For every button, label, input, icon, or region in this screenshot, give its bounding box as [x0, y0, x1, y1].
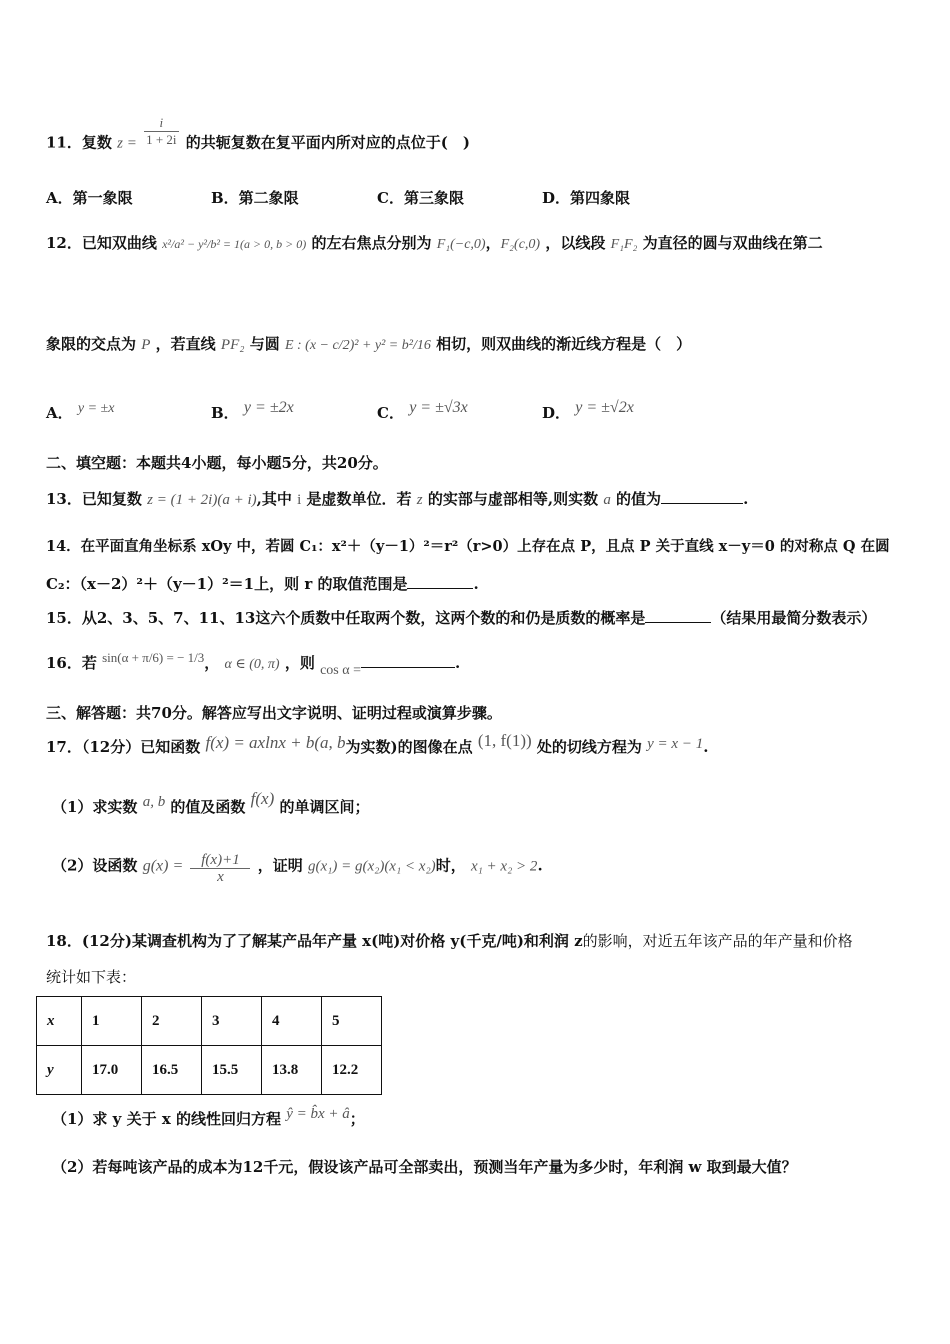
q17-stem	[46, 731, 709, 757]
q12-option-d	[542, 399, 634, 423]
table-cell: 12.2	[322, 1046, 382, 1095]
q13-text1: ,其中	[256, 490, 292, 508]
q12-curve: x²/a² − y²/b² = 1(a > 0, b > 0)	[162, 237, 307, 251]
q11-number: 11．复数	[46, 133, 112, 152]
q17-part2-fraction	[190, 852, 250, 885]
q12-text4: 象限的交点为	[46, 335, 137, 353]
q17-part2-end: .	[537, 856, 543, 875]
q17-part1	[52, 789, 370, 817]
q18-part2: （2）若每吨该产品的成本为12千元，假设该产品可全部卖出，预测当年产量为多少时，年利润 w 取到最大值？	[52, 1158, 797, 1176]
q11-fraction	[144, 115, 178, 148]
q12-line-pf2: PF₂	[220, 337, 245, 353]
q16-ask: cos α =	[320, 663, 361, 678]
table-cell: x	[37, 997, 82, 1046]
q12-option-d-label: D．	[542, 404, 571, 422]
table-cell: 1	[82, 997, 142, 1046]
q17-part2-text2: ，证明	[257, 856, 303, 875]
q11-stem	[46, 115, 470, 160]
table-cell: 2	[142, 997, 202, 1046]
q16-number: 16．若	[46, 654, 97, 672]
q18-part1	[52, 1108, 365, 1129]
q12-text1: 的左右焦点分别为	[311, 234, 432, 252]
q18-line2: 统计如下表：	[46, 968, 137, 986]
q17-tangent: y = x − 1	[647, 736, 704, 752]
q18-line1-bold: 18．(12分)某调查机构为了了解某产品年产量 x(吨)对价格 y(千克/吨)和利润 z	[46, 932, 583, 950]
q12-option-a-label: A．	[46, 404, 73, 422]
q12-f1: F₁(−c,0)	[436, 237, 486, 252]
q16-condition-alpha: α ∈ (0, π)	[224, 657, 280, 672]
q16-condition-sin: sin(α + π/6) = − 1/3	[102, 650, 205, 665]
table-row	[37, 997, 382, 1046]
q12-segment: F₁F₂	[610, 237, 638, 252]
q17-part1-ab: a, b	[142, 794, 166, 810]
q16-comma: ，	[204, 654, 220, 672]
q13-z: z	[416, 492, 423, 508]
q11-option-c: C．第三象限	[377, 189, 464, 207]
q17-part2-result: x₁ + x₂ > 2	[470, 858, 538, 875]
q18-part1-end: ；	[349, 1110, 365, 1128]
q13-text2: 是虚数单位．若	[306, 490, 412, 508]
q17-end: .	[703, 738, 709, 756]
q17-number: 17．（12分）已知函数	[46, 738, 201, 756]
q18-data-table	[36, 996, 382, 1095]
section-3-heading: 三、解答题：共70分。解答应写出文字说明、证明过程或演算步骤。	[46, 704, 502, 722]
q12-option-a	[46, 402, 114, 423]
q17-text2: 处的切线方程为	[536, 738, 642, 756]
q12-line1	[46, 232, 823, 253]
q17-part1-text2: 的值及函数	[170, 798, 246, 816]
q13-a: a	[603, 492, 611, 508]
table-cell: 13.8	[262, 1046, 322, 1095]
q12-text5: ，若直线	[155, 335, 216, 353]
q12-number: 12．已知双曲线	[46, 234, 157, 252]
q13-i: i	[297, 492, 302, 508]
table-cell: 15.5	[202, 1046, 262, 1095]
q12-comma: ，	[485, 234, 501, 252]
q12-f2: F₂(c,0)	[500, 237, 541, 252]
q17-part1-fx: f(x)	[250, 789, 275, 808]
q12-option-c-label: C．	[377, 404, 404, 422]
q17-part2-fraction-num: f(x)+1	[190, 852, 250, 869]
q17-part2-condition: g(x₁) = g(x₂)(x₁ < x₂)	[307, 858, 436, 875]
q13-answer-blank[interactable]	[661, 503, 743, 504]
table-cell: 4	[262, 997, 322, 1046]
q12-option-b-label: B．	[211, 404, 239, 422]
q13-number: 13．已知复数	[46, 490, 142, 508]
q17-function: f(x) = axlnx + b(a, b	[205, 733, 346, 752]
q15-stem	[46, 607, 876, 628]
q17-text1: 为实数)的图像在点	[345, 738, 473, 756]
q17-part2-text3: 时，	[435, 856, 466, 875]
q16-answer-blank[interactable]	[361, 667, 455, 668]
q12-option-a-value: y = ±x	[77, 401, 115, 416]
q15-end: （结果用最简分数表示）	[711, 609, 877, 627]
q11-formula-lhs: z =	[117, 135, 137, 152]
q16-end: .	[454, 654, 461, 672]
q11-fraction-den: 1 + 2i	[146, 132, 177, 147]
q15-text: 15．从2、3、5、7、11、13这六个质数中任取两个数，这两个数的和仍是质数的概率是	[46, 609, 646, 627]
q12-option-c	[377, 399, 468, 423]
q12-circle: E : (x − c/2)² + y² = b²/16	[284, 338, 431, 353]
q16-text: ，则	[284, 654, 315, 672]
q13-text4: 的值为	[616, 490, 662, 508]
q13-end: .	[743, 490, 749, 508]
q17-part2-fraction-den: x	[217, 869, 224, 885]
q12-text3: 为直径的圆与双曲线在第二	[642, 234, 823, 252]
q12-text2: ，以线段	[545, 234, 606, 252]
q13-formula: z = (1 + 2i)(a + i)	[147, 492, 257, 508]
q15-answer-blank[interactable]	[645, 622, 711, 623]
q12-option-b	[211, 399, 294, 423]
q18-line1-rest: 的影响，对近五年该产品的年产量和价格	[582, 932, 853, 950]
q12-option-c-value: y = ±√3x	[409, 399, 468, 416]
q17-part2-g: g(x) =	[142, 857, 184, 875]
q12-text7: 相切，则双曲线的渐近线方程是（ ）	[436, 335, 692, 353]
table-cell: 17.0	[82, 1046, 142, 1095]
q13-text3: 的实部与虚部相等,则实数	[427, 490, 599, 508]
q17-part2-text1: （2）设函数	[52, 856, 138, 875]
section-2-heading: 二、填空题：本题共4小题，每小题5分，共20分。	[46, 454, 388, 472]
q11-option-a: A．第一象限	[46, 189, 133, 207]
q17-point: (1, f(1))	[477, 731, 532, 750]
q12-option-b-value: y = ±2x	[243, 399, 294, 416]
q14-line2	[46, 573, 479, 594]
table-cell: y	[37, 1046, 82, 1095]
q18-part1-equation: ŷ = b̂x + â	[286, 1106, 350, 1122]
q11-option-d: D．第四象限	[542, 189, 631, 207]
table-row	[37, 1046, 382, 1095]
q12-point-p: P	[141, 337, 151, 353]
q14-end: .	[473, 575, 479, 593]
q16-stem	[46, 650, 461, 678]
q17-part1-text1: （1）求实数	[52, 798, 138, 816]
q11-option-b: B．第二象限	[211, 189, 299, 207]
table-cell: 5	[322, 997, 382, 1046]
q18-line1	[46, 930, 853, 951]
q11-text: 的共轭复数在复平面内所对应的点位于( )	[185, 133, 470, 152]
q12-line2	[46, 333, 691, 354]
q11-fraction-num: i	[144, 115, 178, 132]
q17-part2	[52, 850, 543, 883]
q14-answer-blank[interactable]	[407, 588, 473, 589]
table-cell: 3	[202, 997, 262, 1046]
q17-part1-text3: 的单调区间；	[279, 798, 370, 816]
q18-part1-text: （1）求 y 关于 x 的线性回归方程	[52, 1110, 281, 1128]
table-cell: 16.5	[142, 1046, 202, 1095]
q12-option-d-value: y = ±√2x	[575, 399, 634, 416]
q14-line2-text: C₂：（x－2）²＋（y－1）²＝1上，则 r 的取值范围是	[46, 575, 408, 593]
q12-text6: 与圆	[249, 335, 280, 353]
q14-line1: 14．在平面直角坐标系 xOy 中，若圆 C₁：x²＋（y－1）²＝r²（r>0）上存在点 P，且点 P 关于直线 x－y＝0 的对称点 Q 在圆	[46, 538, 890, 555]
q13-stem	[46, 488, 748, 509]
